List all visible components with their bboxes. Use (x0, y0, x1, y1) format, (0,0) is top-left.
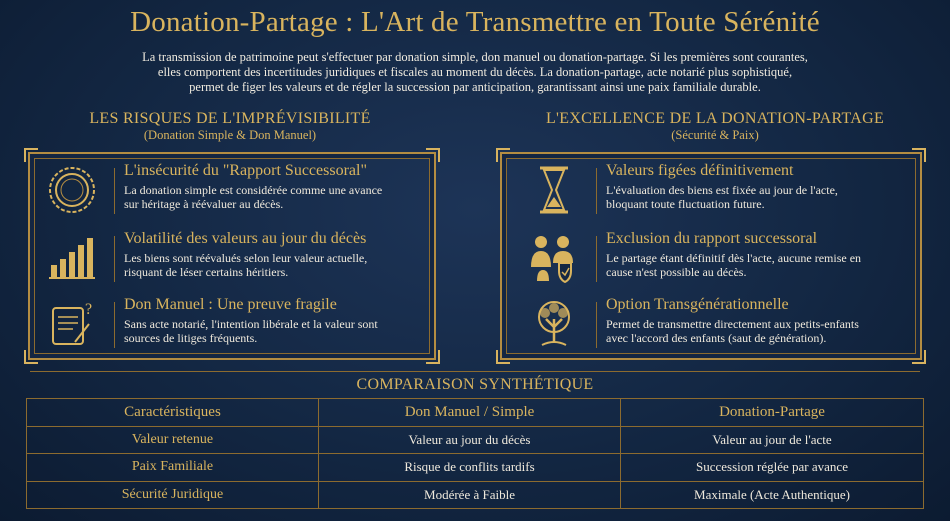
table-cell: Valeur au jour de l'acte (621, 426, 924, 454)
risk-item (42, 296, 432, 356)
table-cell: Maximale (Acte Authentique) (621, 481, 924, 509)
table-row (27, 481, 924, 509)
benefit-description (606, 251, 916, 279)
row-header: Valeur retenue (27, 426, 319, 454)
frame-corner (496, 148, 510, 162)
benefit-title: Exclusion du rapport successoral (606, 230, 818, 247)
family-shield-icon (524, 230, 584, 286)
item-divider (596, 168, 597, 214)
item-divider (596, 236, 597, 282)
table-cell: Valeur au jour du décès (319, 426, 621, 454)
risk-item (42, 230, 432, 290)
row-header: Sécurité Juridique (27, 481, 319, 509)
bar-chart-icon (42, 230, 102, 286)
desc-line: cause n'est possible au décès. (606, 265, 747, 279)
excellence-heading: L'EXCELLENCE DE LA DONATION-PARTAGE (545, 110, 885, 127)
frame-corner (912, 148, 926, 162)
frame-corner (24, 350, 38, 364)
desc-line: sur héritage à réévaluer au décès. (124, 197, 284, 211)
risk-description (124, 317, 434, 345)
desc-line: Sans acte notarié, l'intention libérale et la valeur sont (124, 317, 378, 331)
comparison-table (26, 398, 924, 509)
intro-paragraph (70, 50, 880, 95)
desc-line: avec l'accord des enfants (saut de génération). (606, 331, 827, 345)
column-header: Donation-Partage (621, 399, 924, 427)
intro-line: La transmission de patrimoine peut s'effectuer par donation simple, don manuel ou donation-partage. Si les premières sont courantes, (142, 50, 808, 64)
intro-line: permet de figer les valeurs et de régler la succession par anticipation, garantissant ainsi une paix familiale durable. (189, 80, 761, 94)
excellence-subheading: (Sécurité & Paix) (671, 128, 759, 142)
item-divider (596, 302, 597, 348)
desc-line: bloquant toute fluctuation future. (606, 197, 765, 211)
page-title: Donation-Partage : L'Art de Transmettre en Toute Sérénité (130, 6, 820, 38)
desc-line: risquant de léser certains héritiers. (124, 265, 289, 279)
desc-line: Les biens sont réévalués selon leur valeur actuelle, (124, 251, 368, 265)
svg-text:?: ? (85, 301, 93, 318)
excellence-frame (500, 152, 922, 360)
table-row (27, 426, 924, 454)
table-row (27, 454, 924, 482)
table-cell: Risque de conflits tardifs (319, 454, 621, 482)
table-cell: Modérée à Faible (319, 481, 621, 509)
benefit-item (524, 230, 916, 290)
item-divider (114, 302, 115, 348)
desc-line: Permet de transmettre directement aux petits-enfants (606, 317, 859, 331)
benefit-description (606, 317, 916, 345)
benefit-item (524, 296, 916, 356)
section-divider (30, 371, 920, 372)
risks-subheading: (Donation Simple & Don Manuel) (143, 128, 317, 142)
table-header-row (27, 399, 924, 427)
risks-frame (28, 152, 436, 360)
hourglass-icon (524, 162, 584, 218)
seal-icon (42, 162, 102, 218)
benefit-description (606, 183, 916, 211)
risks-heading: LES RISQUES DE L'IMPRÉVISIBILITÉ (89, 110, 371, 127)
desc-line: sources de litiges fréquents. (124, 331, 258, 345)
benefit-title: Option Transgénérationnelle (606, 296, 789, 313)
comparison-title: COMPARAISON SYNTHÉTIQUE (356, 376, 594, 393)
desc-line: Le partage étant définitif dès l'acte, aucune remise en (606, 251, 862, 265)
scroll-question-icon (42, 296, 102, 352)
column-header: Don Manuel / Simple (319, 399, 621, 427)
risk-description (124, 251, 434, 279)
risk-item (42, 162, 432, 222)
frame-corner (496, 350, 510, 364)
intro-line: elles comportent des incertitudes juridiques et fiscales au moment du décès. La donation-partage, acte notarié plus sophistiqué, (157, 65, 793, 79)
table-cell: Succession réglée par avance (621, 454, 924, 482)
row-header: Paix Familiale (27, 454, 319, 482)
tree-icon (524, 296, 584, 352)
item-divider (114, 236, 115, 282)
item-divider (114, 168, 115, 214)
risk-title: Don Manuel : Une preuve fragile (124, 296, 337, 313)
desc-line: L'évaluation des biens est fixée au jour de l'acte, (606, 183, 838, 197)
risk-title: Volatilité des valeurs au jour du décès (124, 230, 367, 247)
benefit-title: Valeurs figées définitivement (606, 162, 794, 179)
desc-line: La donation simple est considérée comme une avance (124, 183, 383, 197)
benefit-item (524, 162, 916, 222)
risk-description (124, 183, 434, 211)
column-header: Caractéristiques (27, 399, 319, 427)
risks-heading-block (20, 110, 440, 143)
excellence-heading-block (505, 110, 925, 143)
risk-title: L'insécurité du "Rapport Successoral" (124, 162, 367, 179)
frame-corner (426, 148, 440, 162)
frame-corner (24, 148, 38, 162)
